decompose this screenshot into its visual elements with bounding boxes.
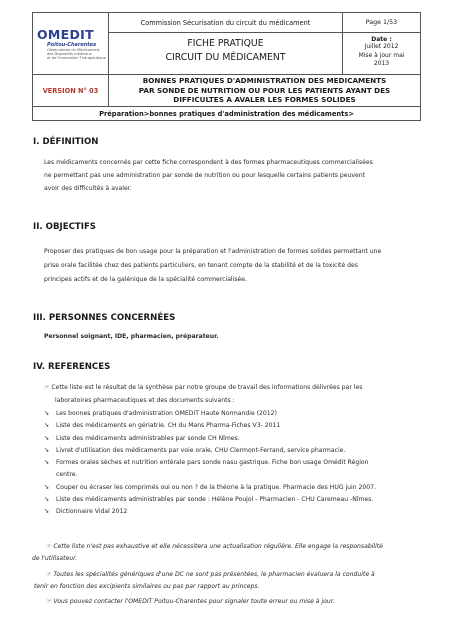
list-item: ➘ Liste des médicaments en gériatrie. CH du Mans Pharma-Fiches V3- 2011 (44, 420, 420, 432)
fiche-line1: FICHE PRATIQUE (187, 38, 264, 49)
definition-line3: avoir des difficultés à avaler. (44, 184, 132, 192)
logo-desc-2: des Dispositifs médicaux (47, 51, 92, 56)
definition-text (44, 157, 418, 196)
title-line2: PAR SONDE DE NUTRITION OU POUR LES PATIENTS AYANT DES (138, 85, 391, 95)
note-3-line1: ☞ Vous pouvez contacter l'OMEDIT Poitou-Charentes pour signaler toute erreur ou mise à jour. (46, 598, 335, 605)
objectifs-line1: Proposer des pratiques de bon usage pour la préparation et l'administration de formes solides permettant une (44, 248, 382, 255)
omedit-logo (35, 15, 106, 72)
heading-references: IV. REFERENCES (33, 362, 111, 372)
objectifs-text (44, 245, 418, 286)
list-item: ➘ Dictionnaire Vidal 2012 (44, 506, 420, 518)
arrow-box-icon: ➘ (44, 483, 50, 491)
note-1-line2: de l'utilisateur. (32, 555, 78, 563)
note-3 (32, 596, 422, 608)
date-line2: Mise à jour mai (358, 51, 405, 59)
list-item: ➘ Couper ou écraser les comprimés oui ou non ? de la théorie à la pratique. Pharmacie des HUG juin 2007. (44, 482, 420, 494)
heading-objectifs: II. OBJECTIFS (33, 222, 97, 232)
document-header (32, 12, 421, 121)
page-date-cell (343, 13, 421, 75)
logo-desc-1: Observatoire du Médicament, (47, 47, 101, 52)
logo-cell (33, 13, 109, 75)
date-line1: Juillet 2012 (364, 43, 399, 50)
heading-definition: I. DÉFINITION (33, 137, 99, 147)
fiche-line2: CIRCUIT DU MÉDICAMENT (165, 52, 286, 63)
definition-line2: ne permettant pas une administration par sonde de nutrition ou pour lesquelle certains patients peuvent (44, 171, 365, 179)
arrow-box-icon: ➘ (44, 459, 50, 467)
date-line3: 2013 (373, 60, 390, 67)
objectifs-line3: principes actifs et de la galénique de la spécialité commercialisée. (44, 275, 247, 283)
title-line1: BONNES PRATIQUES D'ADMINISTRATION DES MEDICAMENTS (142, 76, 387, 86)
arrow-box-icon: ➘ (44, 410, 50, 417)
list-item: ➘ Livret d'utilisation des médicaments par voie orale, CHU Clermont-Ferrand, service pharmacie. (44, 445, 420, 457)
logo-desc-3: et de l'Innovation Thérapeutique (47, 56, 106, 61)
logo-name: OMEDIT (37, 26, 94, 42)
arrow-box-icon: ➘ (44, 434, 50, 442)
arrow-box-icon: ➘ (44, 446, 50, 454)
note-2 (32, 569, 422, 594)
organization: Commission Sécurisation du circuit du médicament (109, 13, 342, 33)
org-cell (109, 13, 343, 75)
note-1 (32, 541, 422, 566)
heading-personnes: III. PERSONNES CONCERNÉES (33, 313, 176, 323)
note-2-line2: tenir en fonction des excipients similaires ou pas par rapport au princeps. (34, 583, 260, 591)
arrow-box-icon: ➘ (44, 422, 50, 430)
references-lead (44, 382, 420, 407)
references-list (44, 408, 420, 519)
page-number: Page 1/53 (343, 13, 420, 33)
list-item: ➘ Liste des médicaments administrables par sonde CH Nîmes. (44, 433, 420, 445)
definition-line1: Les médicaments concernés par cette fiche correspondent à des formes pharmaceutiques commercialisées (44, 159, 373, 166)
logo-region: Poitou-Charentes (47, 41, 97, 48)
list-item: ➘ Formes orales sèches et nutrition entérale pars sonde nasu gastrique. Fiche bon usage Omédit Région centre. (44, 459, 369, 479)
version-badge: VERSION N° 03 (33, 75, 109, 107)
title-line3: DIFFICULTES A AVALER LES FORMES SOLIDES (173, 95, 356, 105)
objectifs-line2: prise orale facilitée chez des patients particuliers, en tenant compte de la stabilité et de la toxicité des (44, 261, 358, 269)
personnes-text: Personnel soignant, IDE, pharmacien, préparateur. (44, 333, 219, 340)
document-title (109, 75, 421, 107)
note-1-line1: ☞ Cette liste n'est pas exhaustive et elle nécessitera une actualisation régulière. Elle engage la responsabilité (46, 543, 383, 550)
list-item: ➘ Les bonnes pratiques d'administration OMEDIT Haute Normandie (2012) (44, 408, 420, 420)
arrow-box-icon: ➘ (44, 508, 50, 516)
breadcrumb: Préparation>bonnes pratiques d'administration des médicaments> (33, 107, 421, 121)
note-2-line1: ☞ Toutes les spécialités génériques d'une DC ne sont pas présentées, le pharmacien évaluera la conduite à (46, 571, 375, 578)
list-item: ➘ Liste des médicaments administrables par sonde : Hélène Poujol - Pharmacien - CHU Caremeau -Nîmes. (44, 494, 420, 506)
date-label: Date : (371, 36, 392, 43)
references-lead-line1: ☞ Cette liste est le résultat de la synthèse par notre groupe de travail des informations délivrées par les (44, 384, 363, 391)
references-lead-line2: laboratoires pharmaceutiques et des documents suivants : (55, 396, 235, 404)
arrow-box-icon: ➘ (44, 496, 50, 504)
